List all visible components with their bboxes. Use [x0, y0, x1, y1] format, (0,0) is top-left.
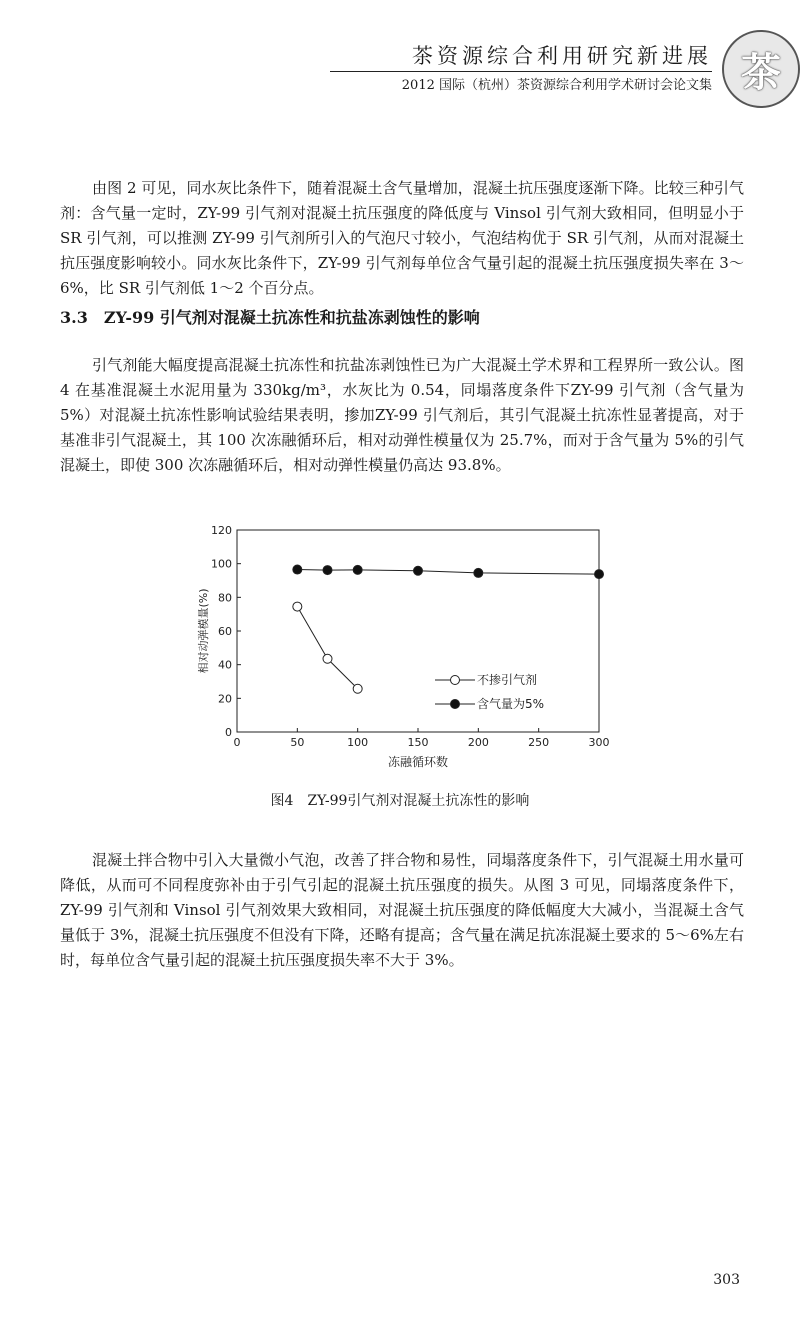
y-tick-label: 60: [218, 625, 232, 638]
series-2-point: [595, 570, 604, 579]
series-1-point: [323, 654, 332, 663]
page-number: 303: [713, 1272, 740, 1288]
series-2-point: [293, 565, 302, 574]
y-tick-label: 120: [211, 524, 232, 537]
legend-marker-2: [451, 700, 460, 709]
series-line-1: [297, 607, 357, 689]
tea-logo-char: 茶: [741, 48, 781, 96]
journal-subtitle: 2012 国际（杭州）茶资源综合利用学术研讨会论文集: [401, 78, 712, 93]
section-heading: 3.3 ZY-99 引气剂对混凝土抗冻性和抗盐冻剥蚀性的影响: [60, 308, 480, 327]
header-rule: [330, 71, 712, 72]
x-tick-label: 250: [528, 736, 550, 749]
paragraph-3: 混凝土拌合物中引入大量微小气泡，改善了拌合物和易性，同塌落度条件下，引气混凝土用水量可降低，从而可不同程度弥补由于引气引起的混凝土抗压强度的损失。从图 3 可见，同塌落度条件下，ZY-99 引气剂和 Vinsol 引气剂效果大致相同，对混凝土抗压强度的降低幅度大大减小，当混凝土含气量低于 3%，混凝土抗压强度不但没有下降，还略有提高；含气量在满足抗冻混凝土要求的 5～6%左右时，每单位含气量引起的混凝土抗压强度损失率不大于 3%。: [60, 851, 744, 969]
paragraph-2: 引气剂能大幅度提高混凝土抗冻性和抗盐冻剥蚀性已为广大混凝土学术界和工程界所一致公认。图 4 在基准混凝土水泥用量为 330kg/m³，水灰比为 0.54，同塌落度条件下ZY-99 引气剂（含气量为 5%）对混凝土抗冻性影响试验结果表明，掺加ZY-99 引气剂后，其引气混凝土抗冻性显著提高，对于基准非引气混凝土，其 100 次冻融循环后，相对动弹性模量仅为 25.7%，而对于含气量为 5%的引气混凝土，即使 300 次冻融循环后，相对动弹性模量仍高达 93.8%。: [60, 356, 744, 474]
x-tick-label: 300: [588, 736, 610, 749]
series-2-point: [414, 566, 423, 575]
y-axis-label: 相对动弹模量(%): [197, 588, 210, 674]
figure-caption: 图4 ZY-99引气剂对混凝土抗冻性的影响: [270, 793, 530, 809]
y-tick-label: 100: [211, 557, 232, 571]
legend-label-2: 含气量为5%: [477, 697, 545, 711]
series-1-point: [293, 602, 302, 611]
y-tick-label: 40: [218, 658, 232, 672]
figure-4: [185, 515, 625, 775]
freeze-thaw-chart: [185, 515, 625, 775]
x-tick-label: 200: [467, 736, 489, 749]
x-tick-label: 0: [233, 736, 241, 749]
x-tick-label: 100: [347, 736, 369, 749]
journal-title: 茶资源综合利用研究新进展: [412, 44, 712, 68]
y-tick-label: 20: [218, 692, 232, 706]
plot-frame: [237, 530, 599, 732]
y-tick-label: 80: [218, 591, 232, 605]
series-line-2: [297, 570, 599, 575]
paragraph-1: 由图 2 可见，同水灰比条件下，随着混凝土含气量增加，混凝土抗压强度逐渐下降。比较三种引气剂：含气量一定时，ZY-99 引气剂对混凝土抗压强度的降低度与 Vinsol 引气剂大致相同，但明显小于 SR 引气剂，可以推测 ZY-99 引气剂所引入的气泡尺寸较小，气泡结构优于 SR 引气剂，从而对混凝土抗压强度影响较小。同水灰比条件下，ZY-99 引气剂每单位含气量引起的混凝土抗压强度损失率在 3～6%，比 SR 引气剂低 1～2 个百分点。: [60, 179, 744, 297]
tea-logo: [722, 30, 800, 108]
x-tick-label: 50: [290, 736, 305, 749]
y-tick-label: 0: [225, 726, 232, 739]
x-axis-label: 冻融循环数: [387, 755, 449, 769]
series-2-point: [353, 565, 362, 574]
legend-marker-1: [451, 676, 460, 685]
legend-label-1: 不掺引气剂: [477, 673, 538, 687]
x-tick-label: 150: [407, 736, 429, 749]
series-2-point: [474, 568, 483, 577]
series-1-point: [353, 684, 362, 693]
series-2-point: [323, 566, 332, 575]
